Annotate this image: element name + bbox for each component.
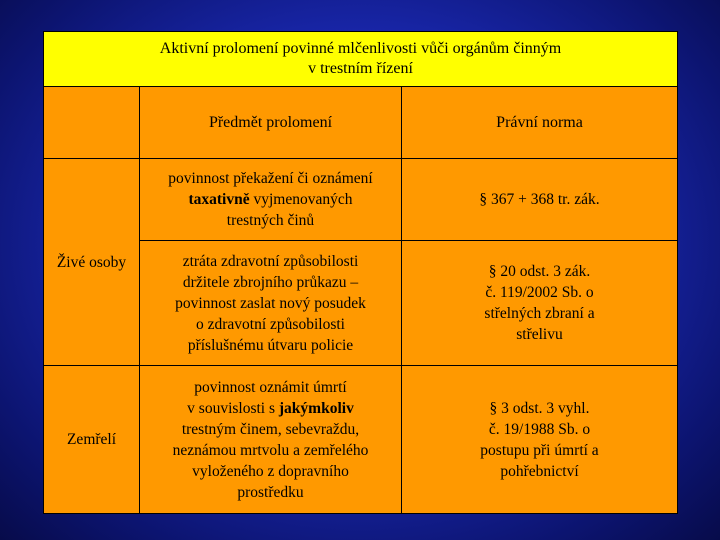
norm-line: střelných zbraní a: [484, 305, 595, 322]
subject-line: povinnost zaslat nový posudek: [175, 294, 366, 312]
norm-line: postupu při úmrtí a: [480, 441, 599, 459]
norm-cell: [402, 241, 678, 366]
subject-text: vyjmenovaných: [249, 191, 353, 208]
norm-line: § 367 + 368 tr. zák.: [479, 191, 600, 208]
subject-line: povinnost oznámit úmrtí: [194, 378, 347, 396]
subject-line: vyloženého z dopravního: [192, 462, 349, 480]
legal-table: [43, 86, 678, 514]
subject-line: držitele zbrojního průkazu –: [182, 273, 359, 291]
subject-line: ztráta zdravotní způsobilosti: [182, 252, 359, 270]
emphasis-text: taxativně: [188, 191, 250, 208]
norm-cell: [402, 159, 678, 241]
norm-line: č. 119/2002 Sb. o: [485, 284, 594, 301]
subject-line: [150, 189, 391, 210]
subject-line: povinnost překažení či oznámení: [168, 170, 373, 187]
subject-line: prostředku: [237, 483, 304, 501]
slide-title-box: [43, 31, 678, 87]
slide-title: Aktivní prolomení povinné mlčenlivosti vůči orgánům činným v trestním řízení: [159, 40, 562, 77]
subject-line: příslušnému útvaru policie: [187, 336, 354, 354]
subject-line: o zdravotní způsobilosti: [196, 315, 345, 333]
subject-text: v souvislosti s: [187, 399, 279, 417]
norm-line: § 20 odst. 3 zák.: [488, 263, 591, 280]
subject-cell: [140, 366, 402, 514]
header-row: [44, 87, 678, 159]
table-row: [44, 366, 678, 514]
norm-line: č. 19/1988 Sb. o: [488, 420, 591, 438]
group-cell-living: Živé osoby: [44, 159, 140, 366]
table-row: [44, 159, 678, 241]
subject-cell: [140, 241, 402, 366]
subject-line: [150, 398, 391, 419]
norm-line: pohřebnictví: [500, 462, 579, 480]
norm-line: střelivu: [516, 326, 563, 343]
subject-cell: [140, 159, 402, 241]
subject-line: neznámou mrtvolu a zemřelého: [172, 441, 369, 459]
group-cell-deceased: Zemřelí: [44, 366, 140, 514]
subject-line: trestným činem, sebevraždu,: [181, 420, 360, 438]
header-subject: Předmět prolomení: [140, 87, 402, 159]
norm-cell: [402, 366, 678, 514]
header-norm: Právní norma: [402, 87, 678, 159]
subject-line: trestných činů: [226, 212, 315, 229]
emphasis-text: jakýmkoliv: [278, 399, 354, 417]
norm-line: § 3 odst. 3 vyhl.: [489, 399, 590, 417]
header-empty-cell: [44, 87, 140, 159]
table-row: [44, 241, 678, 366]
